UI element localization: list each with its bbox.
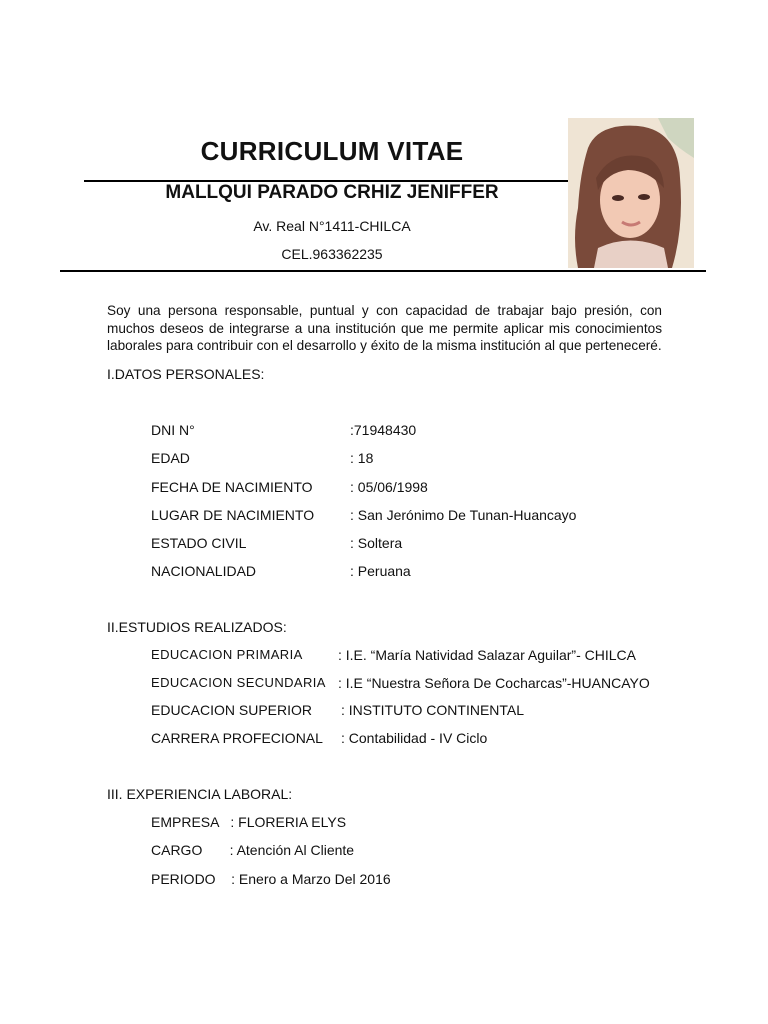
section-heading-personal: I.DATOS PERSONALES: (107, 366, 265, 382)
field-value-dni: :71948430 (350, 422, 417, 438)
field-value-birthplace: : San Jerónimo De Tunan-Huancayo (350, 507, 577, 523)
candidate-address: Av. Real N°1411-CHILCA (253, 218, 411, 234)
field-label-birthdate: FECHA DE NACIMIENTO (151, 479, 313, 495)
header-divider (60, 270, 706, 272)
study-value-primary: : I.E. “María Natividad Salazar Aguilar”- CHILCA (338, 647, 636, 663)
field-value-age: : 18 (350, 450, 374, 466)
study-value-higher: : INSTITUTO CONTINENTAL (341, 702, 525, 718)
portrait-illustration (568, 118, 694, 268)
field-label-birthplace: LUGAR DE NACIMIENTO (151, 507, 315, 523)
study-label-secondary: EDUCACION SECUNDARIA (151, 675, 326, 690)
study-label-higher: EDUCACION SUPERIOR (151, 702, 313, 718)
experience-position: CARGO : Atención Al Cliente (151, 842, 355, 858)
study-value-career: : Contabilidad - IV Ciclo (341, 730, 488, 746)
field-label-dni: DNI N° (151, 422, 195, 438)
study-label-career: CARRERA PROFECIONAL (151, 730, 323, 746)
field-label-age: EDAD (151, 450, 190, 466)
candidate-phone: CEL.963362235 (281, 246, 383, 262)
profile-photo (568, 118, 694, 268)
study-value-secondary: : I.E “Nuestra Señora De Cocharcas”-HUANCAYO (338, 675, 650, 691)
experience-company: EMPRESA : FLORERIA ELYS (151, 814, 347, 830)
field-label-nationality: NACIONALIDAD (151, 563, 257, 579)
candidate-name: MALLQUI PARADO CRHIZ JENIFFER (165, 182, 499, 203)
field-value-civil-status: : Soltera (350, 535, 403, 551)
section-heading-studies: II.ESTUDIOS REALIZADOS: (107, 619, 287, 635)
section-heading-experience: III. EXPERIENCIA LABORAL: (107, 786, 293, 802)
document-title: CURRICULUM VITAE (200, 136, 464, 166)
field-value-nationality: : Peruana (350, 563, 411, 579)
field-value-birthdate: : 05/06/1998 (350, 479, 428, 495)
study-label-primary: EDUCACION PRIMARIA (151, 647, 303, 662)
experience-period: PERIODO : Enero a Marzo Del 2016 (151, 871, 391, 887)
field-label-civil-status: ESTADO CIVIL (151, 535, 247, 551)
profile-summary: Soy una persona responsable, puntual y con capacidad de trabajar bajo presión, con muchos deseos de integrarse a una institución que me permite aplicar mis conocimientos laborales para contribuir con el desarrollo y éxito de la misma institución al que perteneceré. (107, 303, 662, 353)
